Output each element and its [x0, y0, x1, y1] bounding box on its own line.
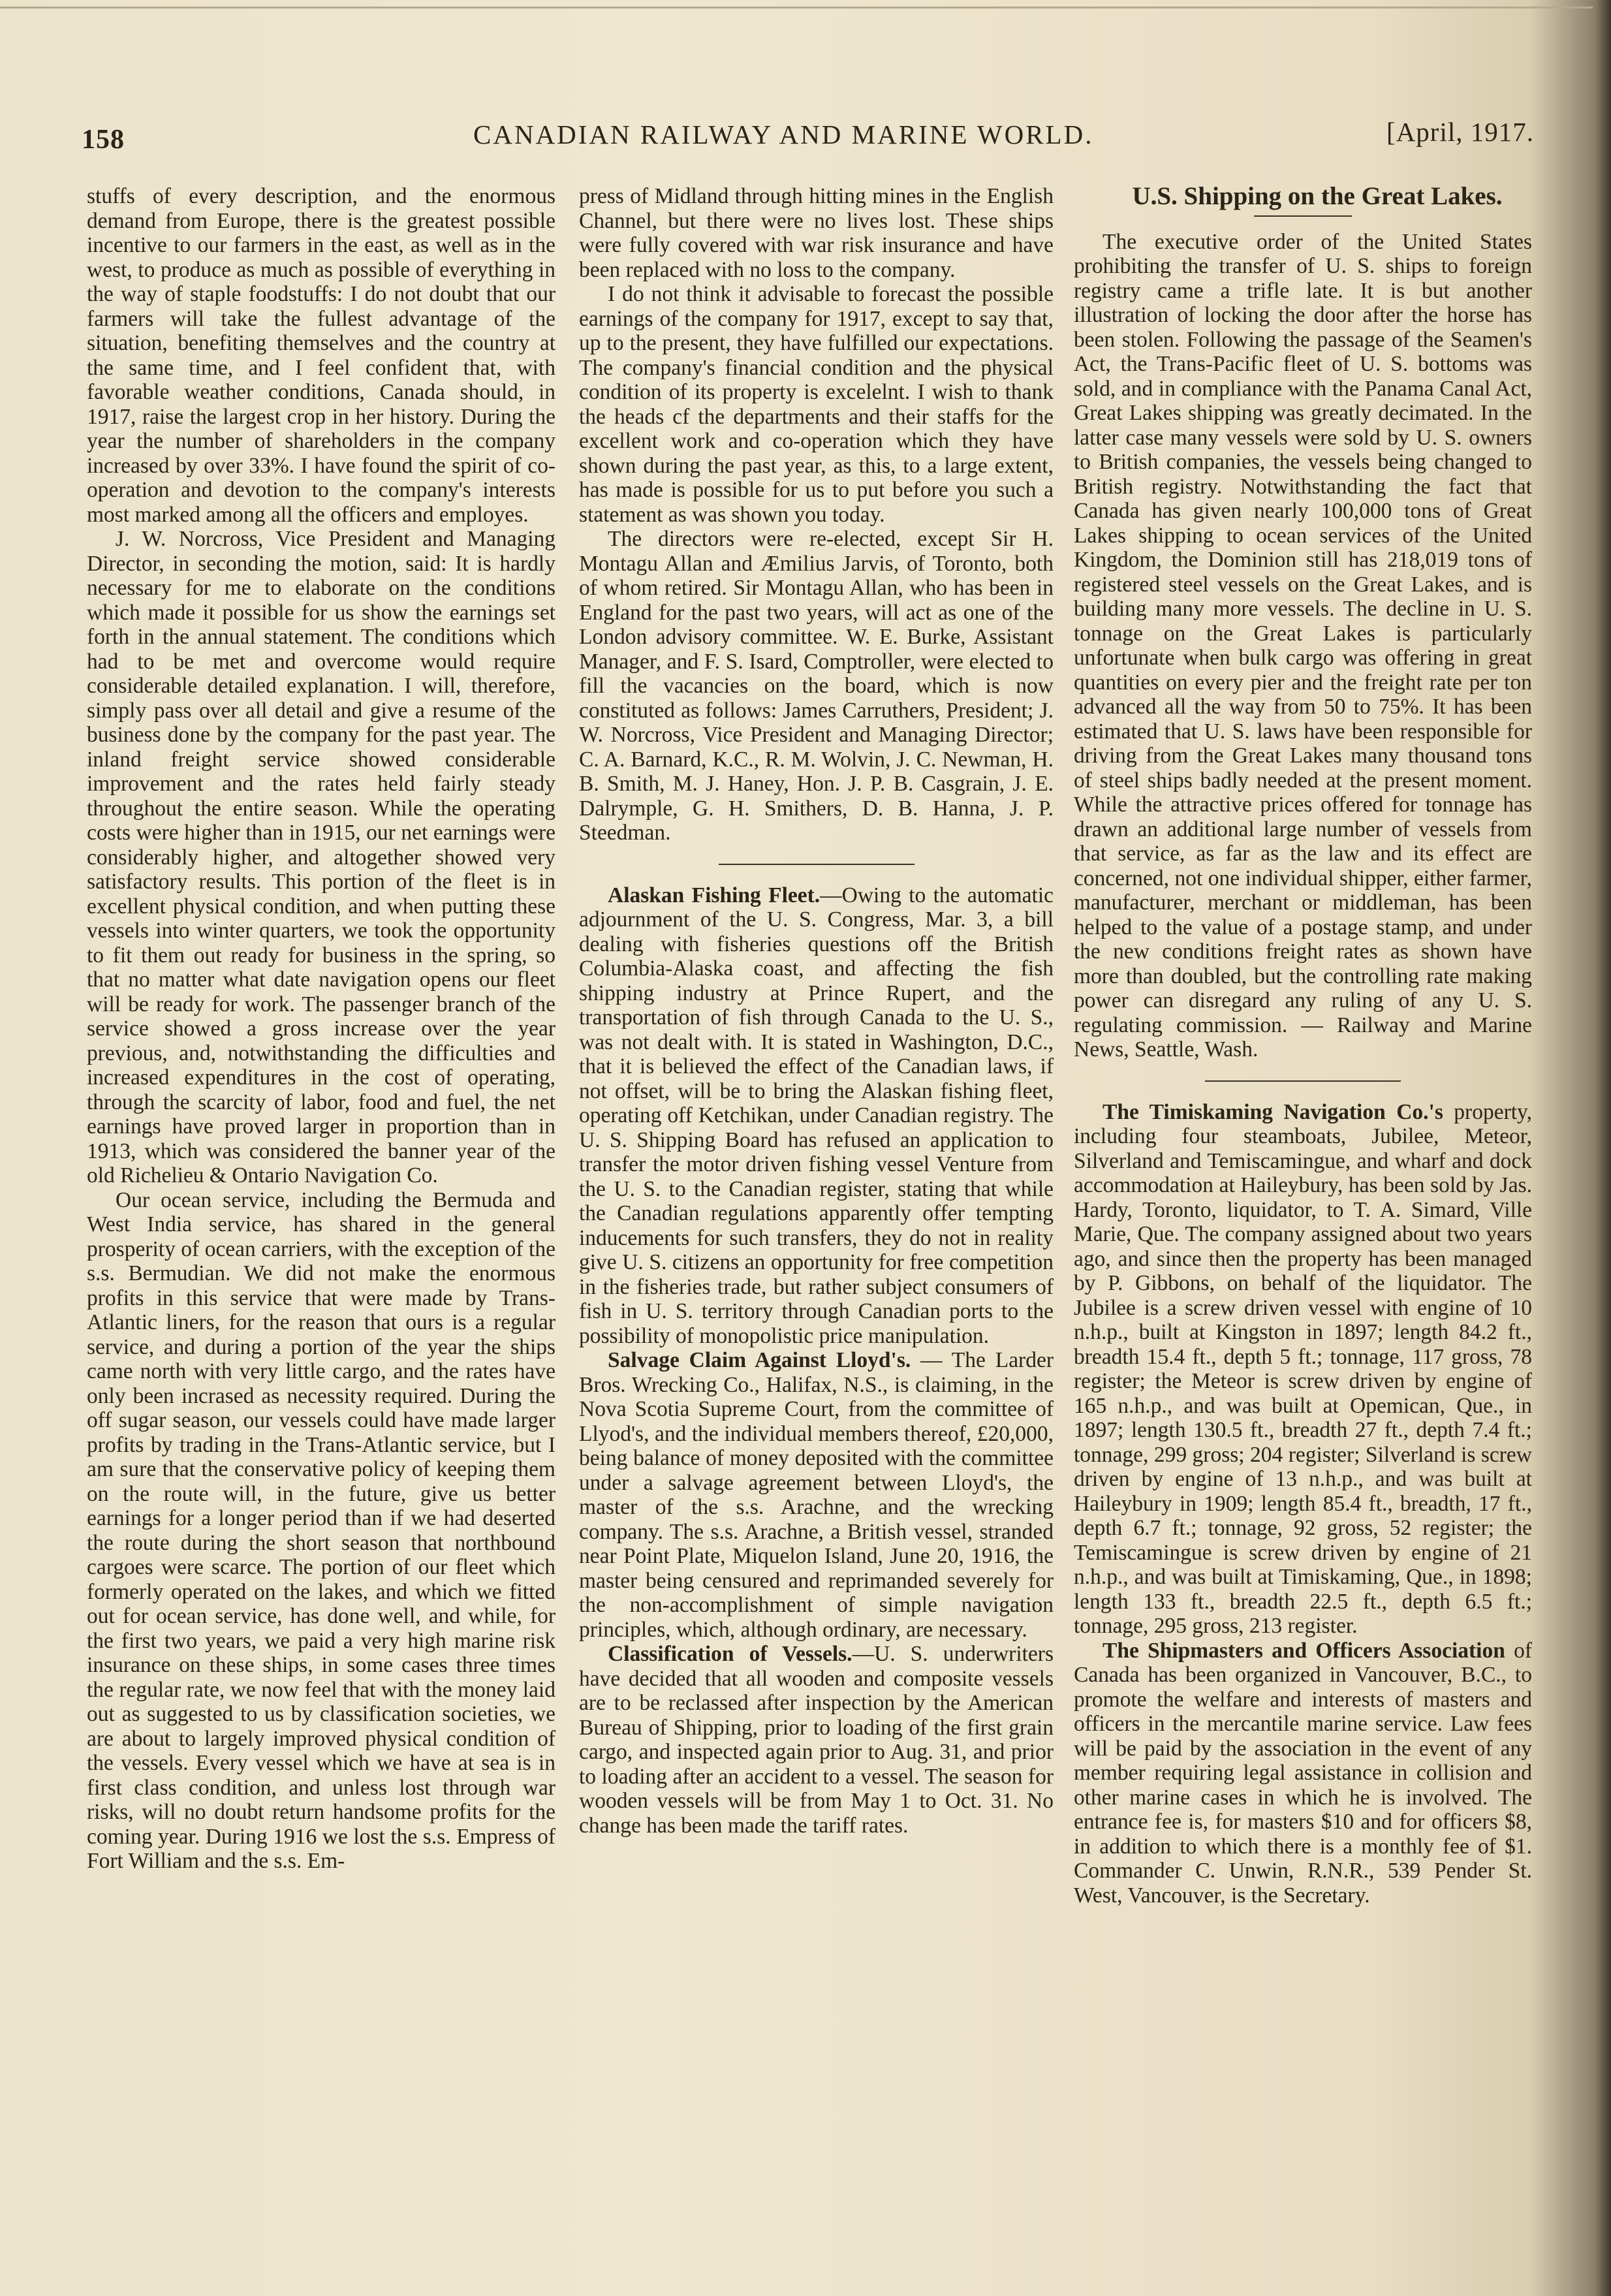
- paragraph: stuffs of every description, and the enormous demand from Europe, there is the greatest possible incentive to our farmers in the east, as well as in the west, to produce as much as possible of everything in the way of staple foodstuffs: I do not doubt that our farmers will take the fullest advantage of the situation, benefiting themselves and the country at the same time, and I feel confident that, with favorable weather conditions, Canada should, in 1917, raise the largest crop in her history. During the year the number of shareholders in the company increased by over 33%. I have found the spirit of co-operation and devotion to the company's interests most marked among all the officers and employes.: [87, 184, 555, 527]
- classification-paragraph: [579, 1642, 1054, 1838]
- article-title: U.S. Shipping on the Great Lakes.: [1132, 182, 1503, 210]
- shipmasters-paragraph: [1074, 1639, 1532, 1908]
- timiskaming-paragraph: [1074, 1100, 1532, 1639]
- paragraph: The executive order of the United States prohibiting the transfer of U. S. ships to foreign registry came a trifle late. It is but another illustration of locking the door after the horse has been stolen. Following the passage of the Seamen's Act, the Trans-Pacific fleet of U. S. bottoms was sold, and in compliance with the Panama Canal Act, Great Lakes shipping was greatly decimated. In the latter case many vessels were sold by U. S. owners to British companies, the vessels being changed to British registry. Notwithstanding the fact that Canada has given nearly 100,000 tons of Great Lakes shipping to ocean services of the United Kingdom, the Dominion still has 218,019 tons of registered steel vessels on the Great Lakes, and is building many more vessels. The decline in U. S. tonnage on the Great Lakes is particularly unfortunate when bulk cargo was offering in great quantities on every pier and the freight rate per ton advanced all the way from 50 to 75%. It has been estimated that U. S. laws have been responsible for driving from the Great Lakes many thousand tons of steel ships badly needed at the present moment. While the attractive prices offered for tonnage has drawn an additional large number of vessels from that service, as far as the law and its effect are concerned, not one individual shipper, either farmer, manufacturer, merchant or middleman, has been helped to the value of a postage stamp, and under the new conditions freight rates as shown have more than doubled, but the controlling rate making power can disregard any ruling of any U. S. regulating commission. — Railway and Marine News, Seattle, Wash.: [1074, 229, 1532, 1062]
- issue-date: [April, 1917.: [1386, 117, 1534, 147]
- paragraph: The directors were re-elected, except Sir H. Montagu Allan and Æmilius Jarvis, of Toronto, both of whom retired. Sir Montagu Allan, who has been in England for the past two years, will act as one of the London advisory committee. W. E. Burke, Assistant Manager, and F. S. Isard, Comptroller, were elected to fill the vacancies on the board, which is now constituted as follows: James Carruthers, President; J. W. Norcross, Vice President and Managing Director; C. A. Barnard, K.C., R. M. Wolvin, J. C. Newman, H. B. Smith, M. J. Haney, Hon. J. P. B. Casgrain, J. E. Dalrymple, G. H. Smithers, D. B. Hanna, J. P. Steedman.: [579, 527, 1054, 845]
- alaskan-text: —Owing to the automatic adjournment of the U. S. Congress, Mar. 3, a bill dealing with fisheries questions off the British Columbia-Alaska coast, and affecting the fish shipping industry at Prince Rupert, and the transportation of fish through Canada to the U. S., was not dealt with. It is stated in Washington, D.C., that it is believed the effect of the Canadian laws, if not offset, will be to bring the Alaskan fishing fleet, operating off Ketchikan, under Canadian registry. The U. S. Shipping Board has refused an application to transfer the motor driven fishing vessel Venture from the U. S. to the Canadian register, stating that while the Canadian regulations apparently offer tempting inducements for such transfers, they do not in reality give U. S. citizens an opportunity for free competition in the fisheries trade, but rather subject consumers of fish in U. S. territory through Canadian ports to the possibility of monopolistic price manipulation.: [579, 883, 1054, 1348]
- title-rule: [1254, 215, 1352, 217]
- alaskan-heading: Alaskan Fishing Fleet.: [608, 883, 821, 907]
- top-rule: [0, 7, 1593, 8]
- column-1: [87, 184, 555, 1874]
- salvage-text: — The Larder Bros. Wrecking Co., Halifax, N.S., is claiming, in the Nova Scotia Supreme Court, from the committee of Llyod's, and the individual members thereof, £20,000, being balance of money deposited with the committee under a salvage agreement between Lloyd's, the master of the s.s. Arachne, and the wrecking company. The s.s. Arachne, a British vessel, stranded near Point Plate, Miquelon Island, June 20, 1916, the master being censured and reprimanded severely for the non-accomplishment of simple navigation principles, which, although ordinary, are necessary.: [579, 1348, 1054, 1642]
- section-divider: [1205, 1080, 1401, 1082]
- shipmasters-text: of Canada has been organized in Vancouver, B.C., to promote the welfare and interests of masters and officers in the mercantile marine service. Law fees will be paid by the association in the event of any member requiring legal assistance in collision and other marine cases in which he is involved. The entrance fee is, for masters $10 and for officers $8, in addition to which there is a monthly fee of $1. Commander C. Unwin, R.N.R., 539 Pender St. West, Vancouver, is the Secretary.: [1074, 1638, 1532, 1908]
- column-3: [1074, 184, 1532, 1908]
- publication-title: CANADIAN RAILWAY AND MARINE WORLD.: [473, 119, 1094, 149]
- paragraph: Our ocean service, including the Bermuda and West India service, has shared in the general prosperity of ocean carriers, with the exception of the s.s. Bermudian. We did not make the enormous profits in this service that were made by Trans-Atlantic liners, for the reason that ours is a regular service, and during a portion of the year the ships came north with very little cargo, and the rates have only been incrased as necessity required. During the off sugar season, our vessels could have made larger profits by trading in the Trans-Atlantic service, but I am sure that the conservative policy of keeping them on the route will, in the future, give us better earnings for a longer period than if we had deserted the route during the short season that northbound cargoes were scarce. The portion of our fleet which formerly operated on the lakes, and which we fitted out for ocean service, has done well, and while, for the first two years, we paid a very high marine risk insurance on these ships, in some cases three times the regular rate, we now feel that with the money laid out as suggested to us by classification societies, we are about to largely improved physical condition of the vessels. Every vessel which we have at sea is in first class condition, and unless lost through war risks, will no doubt return handsome profits for the coming year. During 1916 we lost the s.s. Empress of Fort William and the s.s. Em-: [87, 1187, 555, 1873]
- paragraph: J. W. Norcross, Vice President and Managing Director, in seconding the motion, said: It is hardly necessary for me to elaborate on the conditions which made it possible for us show the earnings set forth in the annual statement. The conditions which had to be met and overcome would require considerable detailed explanation. I will, therefore, simply pass over all detail and give a resume of the business done by the company for the past year. The inland freight service showed considerable improvement and the rates held fairly steady throughout the entire season. While the operating costs were higher than in 1915, our net earnings were considerably higher, and altogether showed very satisfactory results. This portion of the fleet is in excellent physical condition, and when putting these vessels into winter quarters, we took the opportunity to fit them out ready for business in the spring, so that no matter what date navigation opens our fleet will be ready for work. The passenger branch of the service showed a gross increase over the year previous, and, notwithstanding the difficulties and increased expenditures in the cost of operating, through the scarcity of labor, food and fuel, the net earnings have proved larger in proportion than in 1913, which was considered the banner year of the old Richelieu & Ontario Navigation Co.: [87, 527, 555, 1187]
- paragraph: I do not think it advisable to forecast the possible earnings of the company for 1917, except to say that, up to the present, they have fulfilled our expectations. The company's financial condition and the physical condition of its property is excelelnt. I wish to thank the heads cf the departments and their staffs for the excellent work and co-operation which they have shown during the past year, as this, to a large extent, has made is possible for us to put before you such a statement as was shown you today.: [579, 282, 1054, 527]
- classification-text: —U. S. underwriters have decided that all wooden and composite vessels are to be reclassed after inspection by the American Bureau of Shipping, prior to loading of the first grain cargo, and inspected again prior to Aug. 31, and prior to loading after an accident to a vessel. The season for wooden vessels will be from May 1 to Oct. 31. No change has been made the tariff rates.: [579, 1642, 1054, 1838]
- page-header: [82, 112, 1534, 165]
- salvage-heading: Salvage Claim Against Lloyd's.: [608, 1348, 911, 1372]
- section-divider: [719, 864, 915, 865]
- salvage-paragraph: [579, 1348, 1054, 1642]
- paragraph: press of Midland through hitting mines in the English Channel, but there were no lives lost. These ships were fully covered with war risk insurance and have been replaced with no loss to the company.: [579, 184, 1054, 282]
- shipmasters-heading: The Shipmasters and Officers Association: [1103, 1638, 1505, 1663]
- alaskan-fishing-paragraph: [579, 883, 1054, 1349]
- column-2: [579, 184, 1054, 1838]
- page-number: 158: [82, 125, 125, 155]
- timiskaming-text: property, including four steamboats, Jubilee, Meteor, Silverland and Temiscamingue, and wharf and dock accommodation at Haileybury, has been sold by Jas. Hardy, Toronto, liquidator, to T. A. Simard, Ville Marie, Que. The company assigned about two years ago, and since then the property has been managed by P. Gibbons, on behalf of the liquidator. The Jubilee is a screw driven vessel with engine of 10 n.h.p., built at Kingston in 1897; length 84.2 ft., breadth 15.4 ft., depth 5 ft.; tonnage, 117 gross, 78 register; the Meteor is screw driven by engine of 165 n.h.p., and was built at Opemican, Que., in 1897; length 130.5 ft., breadth 27 ft., depth 7.4 ft.; tonnage, 299 gross; 204 register; Silverland is screw driven by engine of 13 n.h.p., and was built at Haileybury in 1909; length 85.4 ft., breadth, 17 ft., depth 6.7 ft.; tonnage, 92 gross, 52 register; the Temiscamingue is screw driven by engine of 21 n.h.p., and was built at Timiskaming, Que., in 1898; length 133 ft., breadth 22.5 ft., depth 6.5 ft.; tonnage, 295 gross, 213 register.: [1074, 1099, 1532, 1638]
- timiskaming-heading: The Timiskaming Navigation Co.'s: [1103, 1099, 1443, 1124]
- classification-heading: Classification of Vessels.: [608, 1642, 852, 1666]
